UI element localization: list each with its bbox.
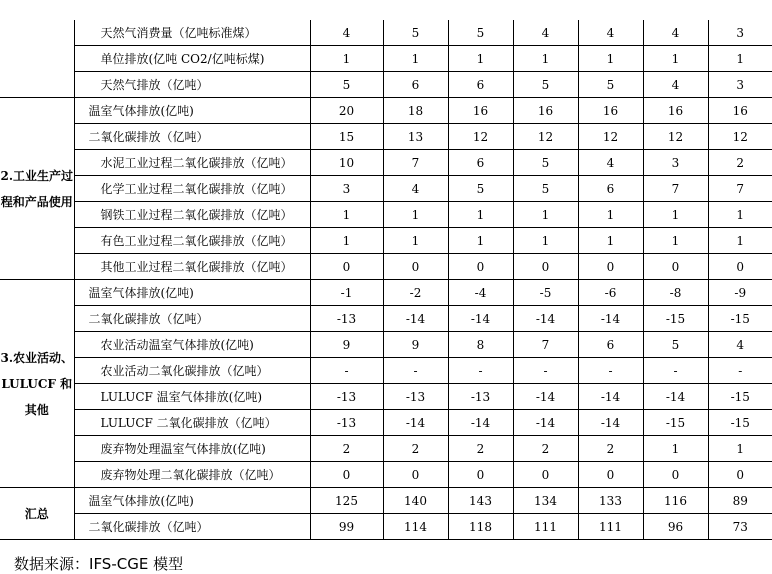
row-label: 废弃物处理二氧化碳排放（亿吨） [74, 462, 310, 488]
source-prefix: 数据来源： [14, 555, 90, 573]
value-cell: -14 [383, 410, 448, 436]
row-label: LULUCF 二氧化碳排放（亿吨） [74, 410, 310, 436]
value-cell: 4 [310, 20, 383, 46]
value-cell: -15 [708, 306, 772, 332]
table-row [0, 150, 772, 176]
value-cell: 1 [383, 46, 448, 72]
value-cell: -15 [643, 306, 708, 332]
value-cell: 0 [708, 462, 772, 488]
value-cell: 1 [448, 202, 513, 228]
value-cell: 12 [448, 124, 513, 150]
table-row [0, 384, 772, 410]
value-cell: -15 [708, 410, 772, 436]
value-cell: 0 [383, 462, 448, 488]
value-cell: 99 [310, 514, 383, 540]
table-row [0, 514, 772, 540]
value-cell: 5 [310, 72, 383, 98]
row-label: 二氧化碳排放（亿吨） [74, 306, 310, 332]
value-cell: 12 [708, 124, 772, 150]
table-row [0, 358, 772, 384]
value-cell: 7 [708, 176, 772, 202]
value-cell: - [513, 358, 578, 384]
value-cell: 5 [643, 332, 708, 358]
value-cell: 1 [643, 436, 708, 462]
table-body [0, 20, 772, 540]
value-cell: 111 [513, 514, 578, 540]
value-cell: 4 [383, 176, 448, 202]
value-cell: 140 [383, 488, 448, 514]
value-cell: 125 [310, 488, 383, 514]
value-cell: 2 [513, 436, 578, 462]
row-label: 二氧化碳排放（亿吨） [74, 514, 310, 540]
value-cell: 6 [448, 150, 513, 176]
value-cell: 4 [643, 72, 708, 98]
value-cell: 7 [643, 176, 708, 202]
value-cell: 16 [643, 98, 708, 124]
value-cell: - [448, 358, 513, 384]
value-cell: 6 [578, 332, 643, 358]
row-label: 钢铁工业过程二氧化碳排放（亿吨） [74, 202, 310, 228]
value-cell: 16 [513, 98, 578, 124]
row-label: 有色工业过程二氧化碳排放（亿吨） [74, 228, 310, 254]
value-cell: - [383, 358, 448, 384]
row-label: 农业活动二氧化碳排放（亿吨） [74, 358, 310, 384]
value-cell: -14 [448, 306, 513, 332]
value-cell: 0 [708, 254, 772, 280]
source-text: IFS-CGE 模型 [89, 555, 184, 573]
row-label: 温室气体排放(亿吨) [74, 98, 310, 124]
value-cell: 1 [708, 202, 772, 228]
value-cell: 0 [448, 462, 513, 488]
value-cell: 13 [383, 124, 448, 150]
value-cell: 0 [513, 254, 578, 280]
table-row [0, 228, 772, 254]
value-cell: -14 [578, 306, 643, 332]
value-cell: 5 [448, 176, 513, 202]
value-cell: -14 [513, 384, 578, 410]
value-cell: 96 [643, 514, 708, 540]
emissions-table [0, 20, 772, 540]
value-cell: 118 [448, 514, 513, 540]
value-cell: 12 [643, 124, 708, 150]
value-cell: 4 [643, 20, 708, 46]
value-cell: 0 [513, 462, 578, 488]
value-cell: 89 [708, 488, 772, 514]
value-cell: -13 [448, 384, 513, 410]
value-cell: 1 [448, 228, 513, 254]
value-cell: 7 [383, 150, 448, 176]
value-cell: - [310, 358, 383, 384]
value-cell: -13 [383, 384, 448, 410]
value-cell: 7 [513, 332, 578, 358]
value-cell: 10 [310, 150, 383, 176]
value-cell: -9 [708, 280, 772, 306]
value-cell: -14 [643, 384, 708, 410]
table-row [0, 20, 772, 46]
table-row [0, 202, 772, 228]
value-cell: 2 [708, 150, 772, 176]
value-cell: 73 [708, 514, 772, 540]
row-label: 天然气消费量（亿吨标准煤） [74, 20, 310, 46]
value-cell: 0 [310, 462, 383, 488]
table-row [0, 462, 772, 488]
value-cell: 2 [448, 436, 513, 462]
value-cell: 0 [578, 462, 643, 488]
row-label: 农业活动温室气体排放(亿吨) [74, 332, 310, 358]
value-cell: -15 [708, 384, 772, 410]
value-cell: -4 [448, 280, 513, 306]
row-label: LULUCF 温室气体排放(亿吨) [74, 384, 310, 410]
table-row [0, 72, 772, 98]
value-cell: 3 [708, 72, 772, 98]
value-cell: 1 [643, 46, 708, 72]
value-cell: 9 [383, 332, 448, 358]
value-cell: 1 [578, 46, 643, 72]
value-cell: 3 [310, 176, 383, 202]
value-cell: 1 [708, 436, 772, 462]
table-row [0, 332, 772, 358]
value-cell: 116 [643, 488, 708, 514]
value-cell: 1 [578, 202, 643, 228]
value-cell: 1 [383, 228, 448, 254]
value-cell: -5 [513, 280, 578, 306]
value-cell: - [708, 358, 772, 384]
value-cell: -6 [578, 280, 643, 306]
row-label: 二氧化碳排放（亿吨） [74, 124, 310, 150]
value-cell: -15 [643, 410, 708, 436]
value-cell: 15 [310, 124, 383, 150]
value-cell: -14 [448, 410, 513, 436]
value-cell: -13 [310, 306, 383, 332]
value-cell: 0 [643, 254, 708, 280]
table-row [0, 436, 772, 462]
value-cell: 1 [578, 228, 643, 254]
value-cell: 133 [578, 488, 643, 514]
value-cell: 4 [708, 332, 772, 358]
value-cell: 3 [708, 20, 772, 46]
value-cell: 0 [578, 254, 643, 280]
table-row [0, 124, 772, 150]
value-cell: 2 [383, 436, 448, 462]
value-cell: -13 [310, 384, 383, 410]
table-row [0, 98, 772, 124]
value-cell: 2 [578, 436, 643, 462]
value-cell: 5 [513, 72, 578, 98]
value-cell: -14 [383, 306, 448, 332]
value-cell: 4 [578, 20, 643, 46]
row-label: 温室气体排放(亿吨) [74, 488, 310, 514]
value-cell: 1 [310, 202, 383, 228]
row-label: 天然气排放（亿吨） [74, 72, 310, 98]
value-cell: 18 [383, 98, 448, 124]
row-label: 化学工业过程二氧化碳排放（亿吨） [74, 176, 310, 202]
value-cell: 143 [448, 488, 513, 514]
value-cell: 5 [383, 20, 448, 46]
row-label: 其他工业过程二氧化碳排放（亿吨） [74, 254, 310, 280]
table-row [0, 280, 772, 306]
table-row [0, 176, 772, 202]
value-cell: 1 [383, 202, 448, 228]
value-cell: -14 [513, 306, 578, 332]
row-label: 单位排放(亿吨 CO2/亿吨标煤) [74, 46, 310, 72]
value-cell: 1 [708, 46, 772, 72]
group-label: 汇总 [0, 488, 74, 540]
value-cell: -14 [513, 410, 578, 436]
value-cell: 16 [448, 98, 513, 124]
value-cell: 4 [513, 20, 578, 46]
value-cell: 1 [708, 228, 772, 254]
value-cell: 1 [310, 46, 383, 72]
table-row [0, 410, 772, 436]
value-cell: -14 [578, 384, 643, 410]
value-cell: 2 [310, 436, 383, 462]
value-cell: 9 [310, 332, 383, 358]
value-cell: 0 [383, 254, 448, 280]
group-label: 2.工业生产过程和产品使用 [0, 98, 74, 280]
value-cell: 5 [513, 176, 578, 202]
value-cell: 134 [513, 488, 578, 514]
value-cell: -14 [578, 410, 643, 436]
value-cell: 12 [578, 124, 643, 150]
value-cell: -13 [310, 410, 383, 436]
value-cell: 16 [578, 98, 643, 124]
row-label: 温室气体排放(亿吨) [74, 280, 310, 306]
value-cell: 6 [383, 72, 448, 98]
table-row [0, 46, 772, 72]
value-cell: 111 [578, 514, 643, 540]
value-cell: 1 [643, 202, 708, 228]
value-cell: 1 [513, 228, 578, 254]
value-cell: -8 [643, 280, 708, 306]
value-cell: 0 [448, 254, 513, 280]
value-cell: 6 [578, 176, 643, 202]
value-cell: 5 [578, 72, 643, 98]
value-cell: 5 [513, 150, 578, 176]
table-row [0, 306, 772, 332]
row-label: 废弃物处理温室气体排放(亿吨) [74, 436, 310, 462]
table-row [0, 254, 772, 280]
row-label: 水泥工业过程二氧化碳排放（亿吨） [74, 150, 310, 176]
table-row [0, 488, 772, 514]
value-cell: - [643, 358, 708, 384]
value-cell: 3 [643, 150, 708, 176]
value-cell: 114 [383, 514, 448, 540]
value-cell: 1 [448, 46, 513, 72]
source-note [14, 553, 183, 574]
value-cell: - [578, 358, 643, 384]
value-cell: 5 [448, 20, 513, 46]
value-cell: 1 [643, 228, 708, 254]
value-cell: 12 [513, 124, 578, 150]
value-cell: 1 [310, 228, 383, 254]
value-cell: 6 [448, 72, 513, 98]
value-cell: 16 [708, 98, 772, 124]
value-cell: 8 [448, 332, 513, 358]
group-label: 3.农业活动、LULUCF 和其他 [0, 280, 74, 488]
value-cell: 1 [513, 202, 578, 228]
value-cell: -2 [383, 280, 448, 306]
value-cell: -1 [310, 280, 383, 306]
value-cell: 1 [513, 46, 578, 72]
value-cell: 0 [643, 462, 708, 488]
value-cell: 0 [310, 254, 383, 280]
group-label [0, 20, 74, 98]
value-cell: 4 [578, 150, 643, 176]
value-cell: 20 [310, 98, 383, 124]
